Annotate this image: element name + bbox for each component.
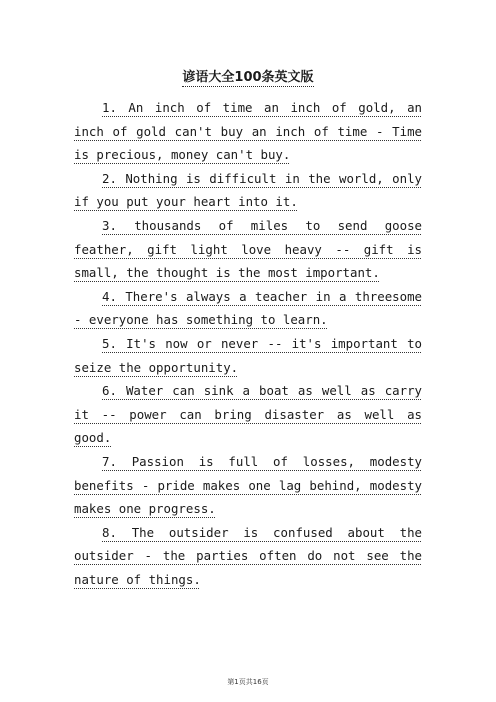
- proverb-paragraph-4: 4. There's always a teacher in a threesome - everyone has something to learn.: [74, 288, 422, 328]
- document-body: [74, 96, 422, 591]
- proverb-paragraph-7: 7. Passion is full of losses, modesty benefits - pride makes one lag behind, modesty makes one progress.: [74, 453, 422, 517]
- proverb-paragraph-5: 5. It's now or never -- it's important to seize the opportunity.: [74, 335, 422, 375]
- proverb-paragraph-8: 8. The outsider is confused about the outsider - the parties often do not see the nature of things.: [74, 524, 422, 587]
- document-title: [0, 68, 496, 88]
- proverb-paragraph-2: 2. Nothing is difficult in the world, only if you put your heart into it.: [74, 170, 422, 210]
- page-number-footer: 第1页共16页: [227, 678, 269, 686]
- proverb-paragraph-3: 3. thousands of miles to send goose feather, gift light love heavy -- gift is small, the thought is the most important.: [74, 217, 422, 281]
- proverb-paragraph-6: 6. Water can sink a boat as well as carry it -- power can bring disaster as well as good.: [74, 383, 422, 446]
- document-title-text: 谚语大全100条英文版: [182, 70, 314, 85]
- proverb-paragraph-1: 1. An inch of time an inch of gold, an inch of gold can't buy an inch of time - Time is precious, money can't buy.: [74, 100, 422, 163]
